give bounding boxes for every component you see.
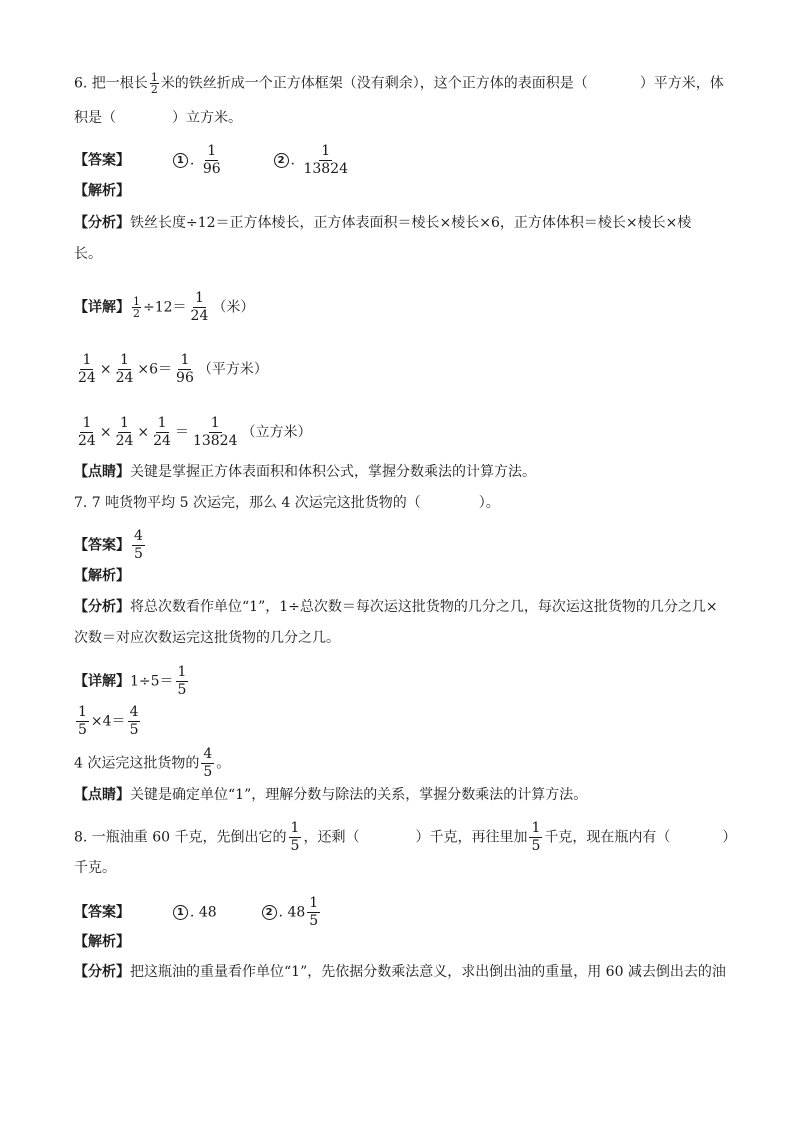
q7-answer: 【答案】 $\frac{4}{5}$	[74, 528, 143, 562]
q7-xiangjie-step1: 【详解】1÷5＝ $\frac{1}{5}$	[74, 664, 187, 698]
q8-stem-line1: 8. 一瓶油重 60 千克，先倒出它的 $\frac{1}{5}$ ，还剩（ ）千克，再往里加 $\frac{1}{5}$ 千克，现在瓶内有（ ）	[74, 820, 737, 854]
fraction-half: $\frac{1}{2}$	[150, 71, 158, 96]
q6-jiexi: 【解析】	[74, 183, 130, 199]
answer-fraction: $\frac{1}{96}$	[202, 143, 221, 177]
circled-number: 2	[274, 153, 289, 168]
circled-number: 2	[262, 905, 277, 920]
q6-fenxi-line1: 【分析】铁丝长度÷12＝正方体棱长，正方体表面积＝棱长×棱长×6，正方体体积＝棱长×棱长×棱	[74, 215, 692, 231]
q6-stem-line2: 积是（ ）立方米。	[74, 110, 242, 126]
q7-dianjing: 【点睛】关键是确定单位“1”，理解分数与除法的关系，掌握分数乘法的计算方法。	[74, 787, 588, 803]
q7-stem: 7. 7 吨货物平均 5 次运完，那么 4 次运完这批货物的（ ）。	[74, 495, 500, 511]
q6-xiangjie-step2: $\frac{1}{24}$ × $\frac{1}{24}$ ×6＝ $\frac{1}{96}$ （平方米）	[78, 352, 268, 386]
q6-stem-line1: 6. 把一根长 $\frac{1}{2}$ 米的铁丝折成一个正方体框架（没有剩余），这个正方体的表面积是（ ）平方米，体	[74, 71, 724, 96]
q7-xiangjie-step3: 4 次运完这批货物的 $\frac{4}{5}$ 。	[74, 746, 231, 780]
q6-fenxi-line2: 长。	[74, 246, 102, 262]
circled-number: 1	[173, 153, 188, 168]
q8-fenxi-line1: 【分析】把这瓶油的重量看作单位“1”，先依据分数乘法意义，求出倒出油的重量，用 60 减去倒出去的油	[74, 964, 726, 980]
answer-tag: 【答案】	[74, 152, 130, 169]
q8-jiexi: 【解析】	[74, 934, 130, 950]
q8-answer: 【答案】 1 . 48 2 . 48 $\frac{1}{5}$	[74, 895, 319, 929]
q7-jiexi: 【解析】	[74, 568, 130, 584]
q7-fenxi-line2: 次数＝对应次数运完这批货物的几分之几。	[74, 630, 340, 646]
q6-xiangjie-step3: $\frac{1}{24}$ × $\frac{1}{24}$ × $\frac{1}{24}$ ＝ $\frac{1}{13824}$ （立方米）	[78, 415, 312, 449]
q7-xiangjie-step2: $\frac{1}{5}$ ×4＝ $\frac{4}{5}$	[78, 704, 139, 738]
circled-number: 1	[173, 905, 188, 920]
q6-answer: 【答案】 1 . $\frac{1}{96}$ 2 . $\frac{1}{13824}$	[74, 143, 348, 177]
q6-dianjing: 【点睛】关键是掌握正方体表面积和体积公式，掌握分数乘法的计算方法。	[74, 464, 536, 480]
answer-fraction: $\frac{1}{13824}$	[303, 143, 348, 177]
q8-stem-line2: 千克。	[74, 860, 116, 876]
q6-xiangjie-step1: 【详解】 $\frac{1}{2}$ ÷12＝ $\frac{1}{24}$ （米）	[74, 290, 255, 324]
q7-fenxi-line1: 【分析】将总次数看作单位“1”，1÷总次数＝每次运这批货物的几分之几，每次运这批货物的几分之几×	[74, 599, 718, 615]
